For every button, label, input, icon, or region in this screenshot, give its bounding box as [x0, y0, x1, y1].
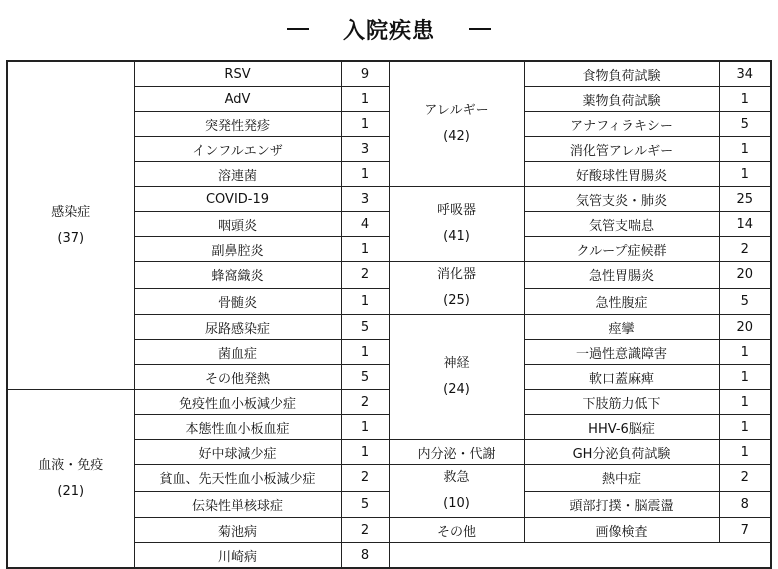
- disease-cell: その他発熱: [134, 365, 341, 390]
- disease-cell: 一過性意識障害: [524, 340, 719, 365]
- disease-cell: 好中球減少症: [134, 440, 341, 465]
- count-cell: 1: [341, 415, 389, 440]
- disease-cell: 痙攣: [524, 315, 719, 340]
- disease-cell: 薬物負荷試験: [524, 87, 719, 112]
- count-cell: 34: [719, 61, 771, 87]
- count-cell: 1: [341, 237, 389, 262]
- count-cell: 5: [719, 112, 771, 137]
- category-cell-other: その他: [389, 518, 524, 543]
- empty-cell: [389, 543, 771, 569]
- count-cell: 2: [341, 518, 389, 543]
- disease-cell: 食物負荷試験: [524, 61, 719, 87]
- table-row: [7, 61, 771, 87]
- disease-cell: 貧血、先天性血小板減少症: [134, 465, 341, 492]
- count-cell: 3: [341, 187, 389, 212]
- count-cell: 1: [341, 112, 389, 137]
- disease-cell: COVID-19: [134, 187, 341, 212]
- count-cell: 14: [719, 212, 771, 237]
- category-cell-emergency: 救急 (10): [389, 465, 524, 518]
- category-cell-neurology: 神経 (24): [389, 315, 524, 440]
- disease-cell: 本態性血小板血症: [134, 415, 341, 440]
- disease-cell: 川崎病: [134, 543, 341, 569]
- category-cell-infection: 感染症 (37): [7, 61, 134, 390]
- count-cell: 1: [341, 440, 389, 465]
- disease-cell: 急性胃腸炎: [524, 262, 719, 289]
- count-cell: 1: [719, 390, 771, 415]
- disease-cell: 気管支炎・肺炎: [524, 187, 719, 212]
- admission-disease-table: [6, 60, 772, 569]
- count-cell: 5: [341, 315, 389, 340]
- count-cell: 5: [719, 288, 771, 315]
- category-cell-respiratory: 呼吸器 (41): [389, 187, 524, 262]
- disease-cell: 菊池病: [134, 518, 341, 543]
- count-cell: 8: [341, 543, 389, 569]
- disease-cell: 免疫性血小板減少症: [134, 390, 341, 415]
- disease-cell: 消化管アレルギー: [524, 137, 719, 162]
- count-cell: 2: [341, 262, 389, 289]
- count-cell: 2: [719, 465, 771, 492]
- count-cell: 1: [719, 87, 771, 112]
- count-cell: 1: [719, 440, 771, 465]
- disease-cell: 溶連菌: [134, 162, 341, 187]
- count-cell: 3: [341, 137, 389, 162]
- disease-cell: 軟口蓋麻痺: [524, 365, 719, 390]
- title-dash-right: [469, 28, 491, 30]
- category-cell-allergy: アレルギー (42): [389, 61, 524, 187]
- count-cell: 4: [341, 212, 389, 237]
- disease-cell: 伝染性単核球症: [134, 491, 341, 518]
- count-cell: 1: [341, 288, 389, 315]
- disease-cell: RSV: [134, 61, 341, 87]
- disease-cell: 急性腹症: [524, 288, 719, 315]
- count-cell: 2: [719, 237, 771, 262]
- count-cell: 1: [719, 162, 771, 187]
- disease-cell: AdV: [134, 87, 341, 112]
- count-cell: 1: [341, 162, 389, 187]
- disease-cell: HHV-6脳症: [524, 415, 719, 440]
- disease-cell: 熱中症: [524, 465, 719, 492]
- title-bar: [0, 10, 778, 48]
- disease-cell: 尿路感染症: [134, 315, 341, 340]
- count-cell: 1: [341, 340, 389, 365]
- count-cell: 1: [341, 87, 389, 112]
- disease-cell: アナフィラキシー: [524, 112, 719, 137]
- count-cell: 9: [341, 61, 389, 87]
- count-cell: 20: [719, 315, 771, 340]
- disease-cell: 副鼻腔炎: [134, 237, 341, 262]
- title-dash-left: [287, 28, 309, 30]
- count-cell: 25: [719, 187, 771, 212]
- count-cell: 8: [719, 491, 771, 518]
- count-cell: 1: [719, 415, 771, 440]
- disease-cell: クループ症候群: [524, 237, 719, 262]
- count-cell: 1: [719, 137, 771, 162]
- category-cell-digestive: 消化器 (25): [389, 262, 524, 315]
- disease-cell: 画像検査: [524, 518, 719, 543]
- category-cell-blood-immune: 血液・免疫 (21): [7, 390, 134, 569]
- disease-cell: 骨髄炎: [134, 288, 341, 315]
- disease-cell: 蜂窩織炎: [134, 262, 341, 289]
- page-title: 入院疾患: [342, 18, 435, 44]
- disease-cell: 頭部打撲・脳震盪: [524, 491, 719, 518]
- count-cell: 2: [341, 465, 389, 492]
- category-cell-endocrine: 内分泌・代謝: [389, 440, 524, 465]
- count-cell: 7: [719, 518, 771, 543]
- count-cell: 20: [719, 262, 771, 289]
- count-cell: 2: [341, 390, 389, 415]
- count-cell: 5: [341, 365, 389, 390]
- count-cell: 1: [719, 340, 771, 365]
- count-cell: 1: [719, 365, 771, 390]
- disease-cell: 突発性発疹: [134, 112, 341, 137]
- disease-cell: GH分泌負荷試験: [524, 440, 719, 465]
- disease-cell: 好酸球性胃腸炎: [524, 162, 719, 187]
- disease-cell: 気管支喘息: [524, 212, 719, 237]
- count-cell: 5: [341, 491, 389, 518]
- disease-cell: 咽頭炎: [134, 212, 341, 237]
- disease-cell: 下肢筋力低下: [524, 390, 719, 415]
- disease-cell: 菌血症: [134, 340, 341, 365]
- disease-cell: インフルエンザ: [134, 137, 341, 162]
